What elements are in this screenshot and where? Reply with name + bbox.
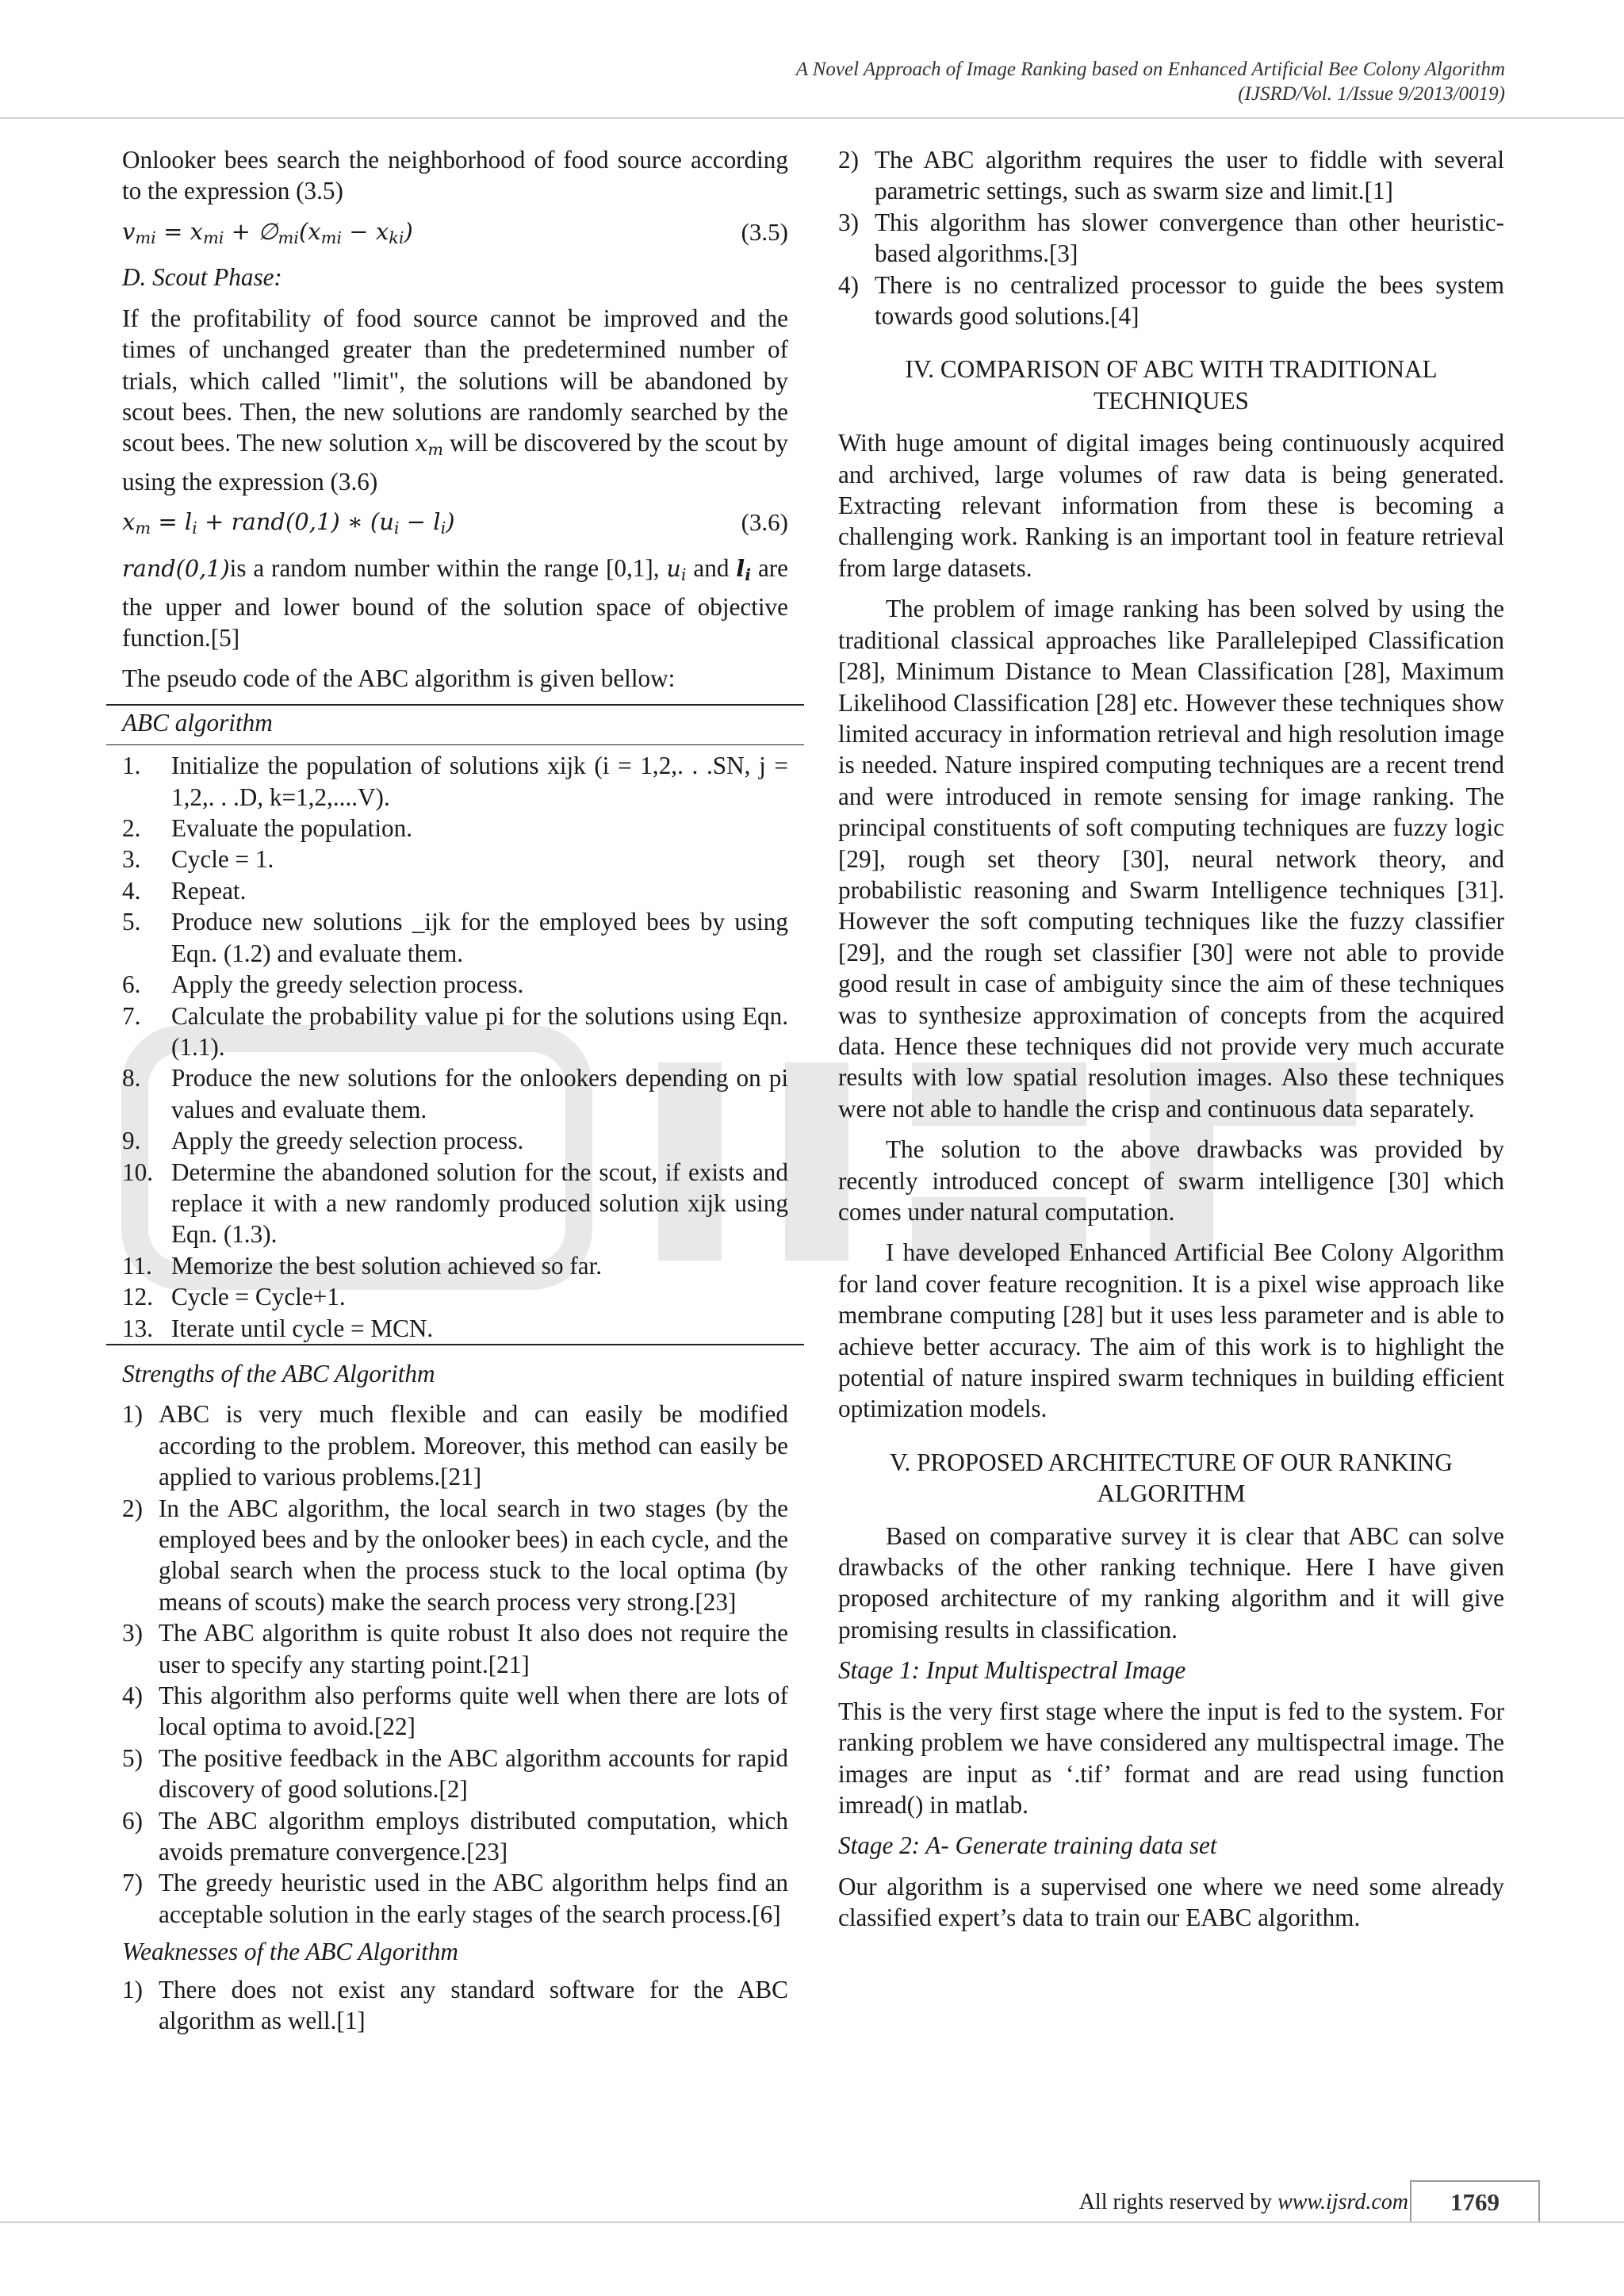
list-number: 1) [122, 1400, 143, 1429]
list-text: There is no centralized processor to guide the bees system towards good solutions.[4] [875, 270, 1504, 331]
section-4-paragraph-4: I have developed Enhanced Artificial Bee Colony Algorithm for land cover feature recognition. It is a pixel wise approach like membrane computing [28] but it uses less parameter and is able to achieve better accuracy. The aim of this work is to highlight the potential of nature inspired swarm techniques in building efficient optimization models. [838, 1238, 1504, 1423]
scout-paragraph-text-b: will be discovered by the scout by using the expression (3.6) [122, 429, 788, 496]
section-4-paragraph-2: The problem of image ranking has been solved by using the traditional classical approaches like Parallelepiped Classification [28], Minimum Distance to Mean Classification [28], Maximum Likelihood Classification [28] etc. However these techniques show limited accuracy in information retrieval and high resolution image is needed. Nature inspired computing techniques are a recent trend and were introduced in remote sensing for image ranking. The principal constituents of soft computing techniques are fuzzy logic [29], rough set theory [30], neural network theory, and probabilistic reasoning and Swarm Intelligence techniques [31]. However the soft computing techniques like the fuzzy classifier [29], and the rough set classifier [30] were not able to provide good result in case of ambiguity since the aim of these techniques was to synthesize approximation of concepts from the acquired data. Hence these techniques did not provide very much accurate results with low spatial resolution images. Also these techniques were not able to handle the crisp and continuous data separately. [838, 595, 1504, 1123]
list-text: Cycle = Cycle+1. [171, 1283, 346, 1311]
list-item [122, 1313, 788, 1344]
list-number: 1) [122, 1975, 143, 2003]
footer-url[interactable]: www.ijsrd.com [1277, 2190, 1408, 2214]
list-number: 11. [122, 1251, 152, 1280]
math-rand: rand(0,1) [122, 555, 230, 583]
list-number: 5) [122, 1743, 143, 1772]
list-text: This algorithm has slower convergence than other heuristic-based algorithms.[3] [875, 208, 1504, 268]
list-text: Evaluate the population. [171, 814, 412, 843]
footer-copyright [1079, 2190, 1408, 2215]
equation-3-6-formula: $x_m = l_i$ + rand(0,1) ∗ $(u_i - l_i)$ [122, 508, 455, 538]
equation-3-5 [122, 216, 788, 254]
list-item [122, 813, 788, 844]
weaknesses-heading: Weaknesses of the ABC Algorithm [122, 1938, 458, 1966]
list-item [122, 1617, 788, 1680]
list-number: 6) [122, 1806, 143, 1835]
list-item [838, 270, 1504, 332]
list-text: Memorize the best solution achieved so far. [171, 1251, 603, 1280]
stage-1-heading: Stage 1: Input Multispectral Image [838, 1656, 1186, 1685]
list-number: 7. [122, 1001, 141, 1030]
section-4-title: IV. COMPARISON OF ABC WITH TRADITIONAL TECHNIQUES [905, 355, 1438, 415]
list-item [122, 875, 788, 906]
list-item [122, 1867, 788, 1930]
list-text: The ABC algorithm requires the user to fiddle with several parametric settings, such as swarm size and limit.[1] [875, 146, 1504, 205]
stage-2-paragraph: Our algorithm is a supervised one where we need some already classified expert’s data to train our EABC algorithm. [838, 1872, 1504, 1932]
rand-paragraph [122, 553, 788, 653]
stage-1-paragraph: This is the very first stage where the input is fed to the system. For ranking problem we have considered any multispectral image. The images are input as ‘.tif’ format and are read using function imread() in matlab. [838, 1697, 1504, 1819]
list-item [122, 1062, 788, 1125]
list-number: 5. [122, 908, 141, 936]
list-text: The greedy heuristic used in the ABC algorithm helps find an acceptable solution in the early stages of the search process.[6] [159, 1869, 788, 1928]
list-number: 6. [122, 970, 141, 999]
pseudo-code-intro: The pseudo code of the ABC algorithm is given bellow: [122, 664, 676, 693]
list-item [122, 1399, 788, 1492]
list-item [838, 207, 1504, 270]
list-item [122, 1805, 788, 1868]
list-number: 3) [122, 1619, 143, 1647]
weaknesses-list-right [838, 144, 1504, 331]
list-number: 4. [122, 876, 141, 905]
list-item [122, 1493, 788, 1618]
list-number: 2. [122, 814, 141, 843]
list-number: 12. [122, 1283, 153, 1311]
list-text: This algorithm also performs quite well when there are lots of local optima to avoid.[22] [159, 1682, 788, 1741]
weaknesses-list-left [122, 1974, 788, 2037]
equation-3-6-number: (3.6) [741, 508, 788, 537]
list-item [122, 1125, 788, 1156]
list-number: 8. [122, 1064, 141, 1093]
list-text: The ABC algorithm employs distributed computation, which avoids premature convergence.[23] [159, 1806, 788, 1866]
list-text: Produce the new solutions for the onlookers depending on pi values and evaluate them. [171, 1064, 788, 1123]
abc-algorithm-steps [122, 750, 788, 1344]
list-text: In the ABC algorithm, the local search in two stages (by the employed bees and by the onlooker bees) in each cycle, and the global search when the process stuck to the local optima (by means of scouts) make the search process very strong.[23] [159, 1494, 788, 1616]
list-text: Apply the greedy selection process. [171, 1127, 524, 1155]
header-title: A Novel Approach of Image Ranking based on Enhanced Artificial Bee Colony Algorithm [795, 59, 1505, 80]
left-column [122, 144, 788, 2043]
list-number: 3. [122, 845, 141, 874]
equation-3-5-formula: $v_{mi} = x_{mi}$ + $\emptyset_{mi}(x_{mi} - x_{ki})$ [122, 217, 413, 248]
equation-3-6 [122, 507, 788, 545]
page-number: 1769 [1410, 2180, 1540, 2223]
abc-algorithm-box [106, 704, 804, 1345]
list-item [122, 1001, 788, 1063]
rand-paragraph-text-a: is a random number within the range [0,1], [229, 554, 660, 583]
list-item [122, 1250, 788, 1281]
list-number: 13. [122, 1314, 153, 1342]
running-header [796, 57, 1505, 106]
list-item [838, 144, 1504, 207]
header-citation: (IJSRD/Vol. 1/Issue 9/2013/0019) [1238, 83, 1505, 105]
list-text: Repeat. [171, 876, 247, 905]
list-item [122, 906, 788, 969]
section-5-paragraph-1: Based on comparative survey it is clear that ABC can solve drawbacks of the other ranking technique. Here I have given proposed architecture of my ranking algorithm and it will give promising results in classification. [838, 1521, 1504, 1644]
list-text: The positive feedback in the ABC algorithm accounts for rapid discovery of good solutions.[2] [159, 1743, 788, 1804]
list-number: 7) [122, 1869, 143, 1897]
list-text: Iterate until cycle = MCN. [171, 1314, 434, 1342]
list-item [122, 1974, 788, 2037]
header-rule [0, 117, 1624, 119]
list-text: Determine the abandoned solution for the scout, if exists and replace it with a new randomly produced solution xijk using Eqn. (1.3). [171, 1158, 788, 1249]
strengths-heading: Strengths of the ABC Algorithm [122, 1359, 435, 1387]
list-item [122, 1680, 788, 1743]
equation-3-5-number: (3.5) [741, 217, 788, 246]
section-4-paragraph-1: With huge amount of digital images being continuously acquired and archived, large volumes of raw data is being generated. Extracting relevant information from these is becoming a challenging work. Ranking is an important tool in feature retrieval from large datasets. [838, 429, 1504, 582]
footer-rule [0, 2221, 1624, 2223]
list-text: Cycle = 1. [171, 845, 274, 874]
list-item [122, 1743, 788, 1805]
list-text: The ABC algorithm is quite robust It also does not require the user to specify any starting point.[21] [159, 1619, 788, 1678]
list-text: There does not exist any standard software for the ABC algorithm as well.[1] [159, 1975, 788, 2035]
math-xm: $x_m$ [415, 430, 443, 460]
list-number: 4) [838, 270, 859, 299]
list-number: 2) [122, 1494, 143, 1522]
list-number: 2) [838, 146, 859, 174]
scout-paragraph [122, 303, 788, 498]
list-number: 1. [122, 752, 141, 780]
math-ui: $u_i$ [666, 555, 687, 585]
strengths-list [122, 1399, 788, 1930]
rand-paragraph-text-c: are the upper and lower bound of the solution space of objective function.[5] [122, 554, 789, 652]
onlooker-paragraph: Onlooker bees search the neighborhood of food source according to the expression (3.5) [122, 146, 788, 205]
list-number: 3) [838, 208, 859, 236]
scout-phase-heading: D. Scout Phase: [122, 263, 282, 292]
section-5-title: V. PROPOSED ARCHITECTURE OF OUR RANKING ALGORITHM [890, 1448, 1453, 1508]
stage-2-heading: Stage 2: A- Generate training data set [838, 1831, 1217, 1860]
list-text: Produce new solutions _ijk for the employed bees by using Eqn. (1.2) and evaluate them. [171, 908, 788, 967]
list-text: Initialize the population of solutions xijk (i = 1,2,. . .SN, j = 1,2,. . .D, k=1,2,....V). [171, 752, 788, 811]
list-item [122, 1281, 788, 1312]
rand-paragraph-text-b: and [693, 554, 730, 583]
footer-text: All rights reserved by [1078, 2190, 1278, 2214]
list-item [122, 844, 788, 874]
list-number: 9. [122, 1127, 141, 1155]
list-item [122, 750, 788, 813]
list-item [122, 969, 788, 1000]
list-number: 10. [122, 1158, 153, 1186]
list-text: Calculate the probability value pi for the solutions using Eqn. (1.1). [171, 1001, 788, 1061]
section-4-paragraph-3: The solution to the above drawbacks was provided by recently introduced concept of swarm intelligence [30] which comes under natural computation. [838, 1135, 1504, 1226]
list-number: 4) [122, 1682, 143, 1710]
math-li: $l_i$ [736, 555, 752, 585]
list-text: ABC is very much flexible and can easily be modified according to the problem. Moreover, this method can easily be applied to various problems.[21] [159, 1400, 788, 1491]
scout-paragraph-text-a: If the profitability of food source cannot be improved and the times of unchanged greater than the predetermined number of trials, which called "limit", the solutions will be abandoned by scout bees. Then, the new solutions are randomly searched by the scout bees. The new solution [122, 304, 788, 457]
abc-algorithm-title: ABC algorithm [106, 706, 804, 745]
right-column [838, 144, 1504, 1943]
list-text: Apply the greedy selection process. [171, 970, 524, 999]
list-item [122, 1157, 788, 1250]
